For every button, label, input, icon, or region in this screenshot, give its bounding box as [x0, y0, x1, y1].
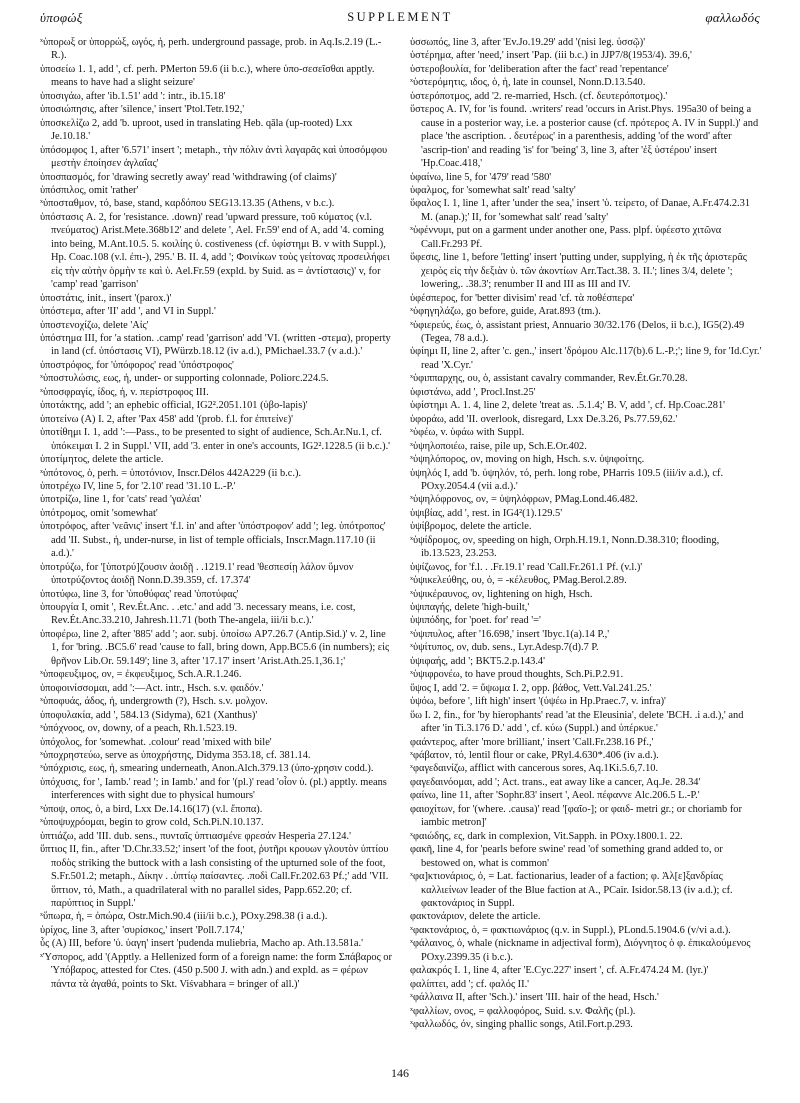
dictionary-entry: ὑφαλμος, for 'somewhat salt' read 'salty'	[410, 184, 576, 196]
dictionary-entry: ὑψιπαγής, delete 'high-built,'	[410, 602, 530, 614]
page-number: 146	[391, 1066, 409, 1080]
dictionary-entry: ὑποφέρω, line 2, after '885' add '; aor. subj. ὑποίσω AP7.26.7 (Antip.Sid.)' v. 2, line 1, for 'bring. .BC5.6' read 'cause to fall, bring down, App.BC5.6 (in numbers); εἰς θρῆνον Lib.Or. 59.149'; line 3, after '17.17' insert 'Arist.Ath.25.1,36.1;'	[40, 628, 390, 667]
dictionary-entry: ˣὑποστυλώσις, εως, ἡ, under- or supporting colonnade, Poliorc.224.5.	[40, 373, 329, 385]
page-header	[0, 0, 800, 40]
dictionary-entry: ὑψιβίας, add ', rest. in IG4²(1).129.5'	[410, 507, 563, 519]
dictionary-entry: ὑψίβρομος, delete the article.	[410, 521, 532, 533]
dictionary-entry: ὕφαλος I. 1, line 1, after 'under the sea,' insert 'ὑ. τείρετο, of Danae, A.Fr.474.2.31 M. (anap.);' II, for 'somewhat salt' read 'salty'	[410, 198, 751, 223]
dictionary-entry: φαίνω, line 11, after 'Sophr.83' insert ', Aeol. πέφαννε Alc.206.5 L.-P.'	[410, 790, 700, 802]
dictionary-entry: ὑποτρόφος, after 'νεᾶνις' insert 'f.l. in' and after 'ὑπόστροφον' add '; leg. ὑπότροπος' add 'II. Subst., ἡ, under-nurse, in list of temple officials, Inscr.Magn.117.10 (ii a.d.).'	[40, 521, 386, 560]
dictionary-entry: ὕφεσις, line 1, before 'letting' insert 'putting under, supplying, ἡ ἐκ τῆς ἀριστερᾶς χειρὸς εἰς τὴν δεξιὰν ὑ. τῶν ἀκοντίων Arr.Tact.38. 3. II.'; lines 3/4, delete '; lowering,. .38.3'; renumber II and III as III and IV.	[410, 252, 747, 291]
dictionary-entry: ὑφίστημι A. 1. 4, line 2, delete 'treat as. .5.1.4;' B. V, add ', cf. Hp.Coac.281'	[410, 400, 726, 412]
dictionary-entry: ὑπτιάζω, add 'III. dub. sens., πυνταῖς ὑπτιασμένε φρεσάν Hesperia 27.124.'	[40, 830, 351, 842]
header-left-guide-word: ὑποφώξ	[40, 10, 83, 25]
dictionary-entry: ˣφάλαινος, ὁ, whale (nickname in adjectival form), Διόγνητος ὁ φ. ἐπικαλούμενος POxy.2399.35 (i b.c.).	[410, 938, 751, 963]
dictionary-entry: φακῆ, line 4, for 'pearls before swine' read 'of something grand added to, or bestowed on, what is common'	[410, 844, 723, 869]
dictionary-entry: ˣὑψίδρομος, ον, speeding on high, Orph.H.19.1, Nonn.D.38.310; flooding, ib.13.523, 23.253.	[410, 534, 720, 560]
dictionary-entry: ὑποσκελίζω 2, add 'b. uproot, used in translating Heb. qāla (up-rooted) Lxx Je.10.18.'	[40, 117, 353, 143]
dictionary-entry: ὑστεροβουλία, for 'deliberation after the fact' read 'repentance'	[410, 63, 669, 75]
dictionary-entry: ˣὑποψυχρόομαι, begin to grow cold, Sch.Pi.N.10.137.	[40, 817, 264, 829]
dictionary-entry: ὑποφοινίσσομαι, add ':—Act. intr., Hsch. s.v. φαιδόν.'	[40, 682, 264, 694]
dictionary-entry: ὑποσιγάω, after 'ib.1.51' add ': intr., ib.15.18'	[40, 90, 226, 102]
dictionary-entry: ˣὑφέννυμι, put on a garment under another one, Pass. plpf. ὑφέεστο χιτῶνα Call.Fr.293 Pf.	[410, 225, 722, 250]
dictionary-entry: ὑποστάτις, init., insert '(parox.)'	[40, 292, 172, 304]
dictionary-entry: φαγεδαινόομαι, add '; Act. trans., eat away like a cancer, Aq.Je. 28.34'	[410, 776, 701, 788]
dictionary-entry: ὑποφυλακία, add ', 584.13 (Sidyma), 621 (Xanthus)'	[40, 709, 258, 721]
right-column	[410, 36, 762, 1032]
dictionary-entry: ὑποσιώπησις, after 'silence,' insert 'Ptol.Tetr.192,'	[40, 104, 245, 116]
dictionary-entry: ˣφάλλαινα II, after 'Sch.).' insert 'III. hair of the head, Hsch.'	[410, 992, 659, 1004]
dictionary-entry: ὕω I. 2, fin., for 'by hierophants' read 'at the Eleusinia', delete 'BCH. .i a.d.),' and after 'in Ti.3.176 D.' add ', cf. κύω (Suppl.) and ὑπέρκυε.'	[410, 709, 744, 735]
dictionary-entry: ˣὑποσφραγίς, ίδος, ἡ, v. περίστροφος III.	[40, 386, 209, 398]
dictionary-entry: ὕπτιος II, fin., after 'D.Chr.33.52;' insert 'of the foot, ῥυτῆρι κρουων γλουτὸν ὑπτίου ποδὸς striking the buttock with a lash consisting of the upturned sole of the foot, S.Fr.501.2; metaph., Δίκην . .ὑπτίῳ παίσαντες. .ποδὶ Call.Fr.202.63 Pf.;' add 'VII. ὕπτιον, τό, Math., a quadrilateral with no parallel sides, Papp.652.20; cf. παρύπτιος in Suppl.'	[40, 844, 389, 909]
dictionary-entry: ὑρίχος, line 3, after 'συρίσκος,' insert 'Poll.7.174,'	[40, 924, 245, 936]
dictionary-entry: ˣφαγεδαινίζω, afflict with cancerous sores, Aq.1Ki.5.6,7.10.	[410, 763, 659, 775]
dictionary-entry: ὑπόστημα III, for 'a station. .camp' read 'garrison' add 'VI. (written -στεμα), property in land (cf. ὑπόστασις VI), PWürzb.18.12 (iv a.d.), PMichael.33.7 (v a.d.).'	[40, 332, 391, 358]
dictionary-entry: ὑποτίμητος, delete the article.	[40, 454, 164, 466]
header-right-guide-word: φαλλωδός	[705, 10, 760, 25]
dictionary-entry: ὑπόσομφος 1, after '6.571' insert '; metaph., τὴν πόλιν ἀντὶ λαγαρᾶς καὶ ὑποσόμφου μεστὴν ἐποίησεν ἀγλαΐας'	[40, 144, 388, 170]
dictionary-entry: ˣὙσπορος, add '(Apptly. a Hellenized form of a foreign name: the form Σπάβαρος or Ὑπόβαρος, attested for Ctes. (450 p.500 J. with adn.) and expld. as = φέρων πάντα τὰ ἀγαθά, points to Skt. Viśvabhara = bringer of all.)'	[40, 951, 392, 990]
dictionary-entry: ὑποστρόφος, for 'ὑπόφορος' read 'ὑπόστροφος'	[40, 359, 234, 371]
dictionary-entry: ὑποτρίζω, line 1, for 'cats' read 'γαλέαι'	[40, 494, 202, 506]
dictionary-entry: ὑψίζωνος, for 'f.l. . .Fr.19.1' read 'Call.Fr.261.1 Pf. (v.l.)'	[410, 561, 643, 573]
dictionary-entry: ˣφαλλίων, ονος, = φαλλοφόρος, Suid. s.v. Φαλῆς (pl.).	[410, 1005, 636, 1017]
dictionary-entry: ὑποσείω 1. 1, add ', cf. perh. PMerton 59.6 (ii b.c.), where ὑπο-σεσεῖσθαι apptly. means to have had a slight seizure'	[40, 63, 375, 89]
left-column	[40, 36, 392, 991]
dictionary-entry: φαάντερος, after 'more brilliant,' insert 'Call.Fr.238.16 Pf.,'	[410, 736, 654, 748]
dictionary-entry: ὑφέσπερος, for 'better divisim' read 'cf. τὰ ποθέσπερα'	[410, 292, 635, 304]
dictionary-entry: ˣὑπότονος, ὁ, perh. = ὑποτόνιον, Inscr.Délos 442A229 (ii b.c.).	[40, 467, 302, 479]
dictionary-entry: ˣὑπορωξ or ὑπορρώξ, ωγός, ἡ, perh. underground passage, prob. in Aq.Is.2.19 (L.-R.).	[40, 37, 382, 62]
dictionary-entry: ὑπόχολος, for 'somewhat. .colour' read 'mixed with bile'	[40, 736, 272, 748]
dictionary-entry: ˣὑποψ, οπος, ὁ, a bird, Lxx De.14.16(17) (v.l. ἔποπα).	[40, 803, 263, 815]
dictionary-entry: ὑστέρημα, after 'need,' insert 'Pap. (iii b.c.) in JJP7/8(1953/4). 39.6,'	[410, 50, 692, 62]
dictionary-entry: ὑποτίθημι I. 1, add ':—Pass., to be presented to sight of audience, Sch.Ar.Nu.1, cf. ὑπόκειμαι I. 2 in Suppl.' VII, add '3. enter in one's accounts, IG2².1228.5 (ii b.c.).'	[40, 427, 391, 452]
dictionary-entry: φαλίπτει, add '; cf. φαλός II.'	[410, 978, 530, 990]
dictionary-entry: ὑπόσπιλος, omit 'rather'	[40, 184, 139, 196]
dictionary-entry: ὑποσπασμός, for 'drawing secretly away' read 'withdrawing (of claims)'	[40, 171, 337, 183]
dictionary-entry: ˣφακτονάριος, ὁ, = φακτιωνάριος (q.v. in Suppl.), PLond.5.1904.6 (v/vi a.d.).	[410, 924, 731, 936]
dictionary-entry: ὑποτάκτης, add '; an ephebic official, IG2².2051.101 (ὑβο-lapis)'	[40, 400, 308, 412]
dictionary-entry: ˣὑψικελεύθης, ου, ὁ, = -κέλευθος, PMag.Berol.2.89.	[410, 575, 627, 587]
dictionary-entry: ˣφαλλωδός, όν, singing phallic songs, Atil.Fort.p.293.	[410, 1019, 633, 1031]
dictionary-entry: ὗς (A) III, before 'ὑ. ὑαγη' insert 'pudenda muliebria, Macho ap. Ath.13.581a.'	[40, 938, 363, 950]
dictionary-entry: ˣὑψηλόπορος, ον, moving on high, Hsch. s.v. ὑψιφοίτης.	[410, 454, 645, 466]
dictionary-entry: ὑφαίνω, line 5, for '479' read '580'	[410, 171, 552, 183]
dictionary-entry: ὑψόω, before ', lift high' insert '(ὑψέω in Hp.Praec.7, v. infra)'	[410, 696, 666, 708]
dictionary-entry: ˣὑψιπυλος, after '16.698,' insert 'Ibyc.1(a).14 P.,'	[410, 628, 610, 640]
dictionary-entry: ὑψιπόδης, for 'poet. for' read '='	[410, 615, 541, 627]
dictionary-entry: ὑπόστασις A. 2, for 'resistance. .down)' read 'upward pressure, τοῦ κύματος (v.l. πνεύματος) Arist.Mete.368b12' and delete ', Ael. Fr.59' end of A, add '4. coming into being, M.Ant.10.5. 5. κοιλίης ὑ. costiveness (cf. ὑφίστημι B. v with Suppl.), Hp. Coac.108 (v.l. ἐπι-), 295.' B. II. 4, add '; Φοινίκων τοὺς γείτονας προσειλήφει εἰς τὴν αὐτὴν ὁρμὴν τε καὶ ὑ. Ael.Fr.59 (expld. by Suid. as = ἀντίστασις)' v, for 'camp' read 'garrison'	[40, 211, 390, 291]
dictionary-entry: ὑπότρομος, omit 'somewhat'	[40, 507, 158, 519]
dictionary-entry: ˣφάβατον, τό, lentil flour or cake, PRyl.4.630*.406 (iv a.d.).	[410, 750, 659, 762]
dictionary-entry: ˣὑψιφρονέω, to have proud thoughts, Sch.Pi.P.2.91.	[410, 669, 624, 681]
dictionary-entry: ˣὑφέω, v. ὑφάω with Suppl.	[410, 427, 525, 439]
dictionary-entry: ˣὑποσταθμον, τό, base, stand, καρδόπου SEG13.13.35 (Athens, v b.c.).	[40, 198, 335, 210]
dictionary-entry: ὑφίημι II, line 2, after 'c. gen.,' insert 'δρόμου Alc.117(b).6 L.-P.;'; line 9, for 'Id.Cyr.' read 'X.Cyr.'	[410, 346, 762, 371]
dictionary-entry: ὑποτρύζω, for '[ὑποτρύ]ζουσιν ἀοιδῇ . .1219.1' read 'θεσπεσίῃ λάλον ὕμνον ὑποτρύζοντος ἀοιδῇ Nonn.D.39.359, cf. 17.374'	[40, 561, 354, 587]
dictionary-entry: ὑψιφαής, add '; BKT5.2.p.143.4'	[410, 655, 545, 667]
dictionary-entry: ˣὑφιερεύς, έως, ὁ, assistant priest, Annuario 30/32.176 (Delos, ii b.c.), IG5(2).49 (Tegea, 78 a.d.).	[410, 319, 745, 344]
dictionary-entry: ˣὑπόχρισις, εως, ἡ, smearing underneath, Anon.Alch.379.13 (ὑπο-χρησιν codd.).	[40, 763, 374, 775]
dictionary-entry: ˣὑφιππαρχης, ου, ὁ, assistant cavalry commander, Rev.Ét.Gr.70.28.	[410, 373, 688, 385]
dictionary-entry: ὑποτρέχω IV, line 5, for '2.10' read '31.10 L.-P.'	[40, 480, 236, 492]
dictionary-entry: ὑφοράω, add 'II. overlook, disregard, Lxx De.3.26, Ps.77.59,62.'	[410, 413, 678, 425]
dictionary-entry: ˣὑποχρηστεύω, serve as ὑποχρήστης, Didyma 353.18, cf. 381.14.	[40, 750, 311, 762]
dictionary-entry: ὑσσωπός, line 3, after 'Ev.Jo.19.29' add '(nisi leg. ὑσσῷ)'	[410, 37, 646, 48]
dictionary-entry: ˣὑστερόμητις, ιδος, ὁ, ἡ, late in counsel, Nonn.D.13.540.	[410, 77, 646, 89]
dictionary-entry: ˣὑψηλόφρονος, ον, = ὑψηλόφρων, PMag.Lond.46.482.	[410, 494, 638, 506]
dictionary-entry: ὑπόστεμα, after 'II' add ', and VI in Suppl.'	[40, 306, 216, 318]
dictionary-entry: ὑποτύφω, line 3, for 'ὑποθύφας' read 'ὑποτύφας'	[40, 588, 239, 600]
dictionary-entry: ὑπουργία I, omit ', Rev.Ét.Anc. . .etc.' and add '3. necessary means, i.e. cost, Rev.Ét.Anc.33.210, Jahresh.11.71 (both The-angela, iii/ii b.c.).'	[40, 602, 356, 627]
dictionary-entry: φακτονάριον, delete the article.	[410, 911, 541, 923]
dictionary-entry: ˣφα]κτιονάριος, ὁ, = Lat. factionarius, leader of a faction; φ. Ἀλ[ε]ξανδρίας καλλιείνων leader of the Blue faction at A., PCair. Isidor.58.13 (iv a.d.); cf. φακτονάριος in Suppl.	[410, 871, 733, 909]
dictionary-entry: ὑψηλός I, add 'b. ὑψηλόν, τό, perh. long robe, PHarris 109.5 (iii/iv a.d.), cf. POxy.2054.4 (vii a.d.).'	[410, 467, 724, 492]
dictionary-entry: ὑποστενοχίζω, delete 'Αἰς'	[40, 319, 149, 331]
dictionary-entry: φαλακρός I. 1, line 4, after 'E.Cyc.227' insert ', cf. A.Fr.474.24 M. (lyr.)'	[410, 965, 709, 977]
dictionary-entry: ˣὕπωρα, ἡ, = ὀπώρα, Ostr.Mich.90.4 (iii/ii b.c.), POxy.298.38 (i a.d.).	[40, 911, 328, 923]
dictionary-entry: ˣφαιώδης, ες, dark in complexion, Vit.Sapph. in POxy.1800.1. 22.	[410, 830, 683, 842]
dictionary-entry: φαιοχίτων, for '(where. .causa)' read '[φαῖο-]; or φαιδ- metri gr.; or choriamb for iambic metron]'	[410, 803, 742, 829]
dictionary-entry: ὑστερόποτμος, add '2. re-married, Hsch. (cf. δευτερόποτμος).'	[410, 90, 668, 102]
dictionary-entry: ὑπόχυσις, for ', Iamb.' read '; in Iamb.' and for '(pl.)' read 'οἷον ὑ. (pl.) apptly. means interferences with sight due to physical humours'	[40, 776, 387, 802]
dictionary-entry: ˣὑποφευξιμος, ον, = ἐκφευξιμος, Sch.A.R.1.246.	[40, 669, 242, 681]
dictionary-entry: ˣὑποφυάς, άδος, ἡ, undergrowth (?), Hsch. s.v. μολχον.	[40, 696, 268, 708]
dictionary-entry: ˣὑψίτυπος, ον, dub. sens., Lyr.Adesp.7(d).7 P.	[410, 642, 599, 654]
dictionary-entry: ὕψος I, add '2. = ὕψωμα I. 2, opp. βάθος, Vett.Val.241.25.'	[410, 682, 652, 694]
dictionary-entry: ˣὑψικέραυνος, ον, lightening on high, Hsch.	[410, 588, 593, 600]
dictionary-entry: ˣὑπόχνοος, ον, downy, of a peach, Rh.1.523.19.	[40, 723, 238, 735]
dictionary-entry: ˣὑψηλοποιέω, raise, pile up, Sch.E.Or.402.	[410, 440, 587, 452]
dictionary-entry: ὕστερος A. IV, for 'is found. .writers' read 'occurs in Arist.Phys. 195a30 of being a cause in a posterior way, i.e. a posterior cause (cf. πρότερος A. IV in Suppl.)' and place 'the ascription. . δευτέρως' in a parenthesis, adding 'of the word' after 'ascrip-tion' and reading 'is' for 'being' 3, line 3, after 'ἐξ ὑστέρου' insert 'Hp.Coac.418,'	[410, 104, 759, 170]
header-title: SUPPLEMENT	[347, 10, 453, 24]
dictionary-entry: ˣὑφηγηλάζω, go before, guide, Arat.893 (tm.).	[410, 306, 601, 318]
dictionary-entry: ὑφιστάνω, add ', Procl.Inst.25'	[410, 386, 536, 398]
dictionary-entry: ὑποτείνω (A) I. 2, after 'Pax 458' add '(prob. f.l. for ἐπιτείνε)'	[40, 413, 294, 425]
